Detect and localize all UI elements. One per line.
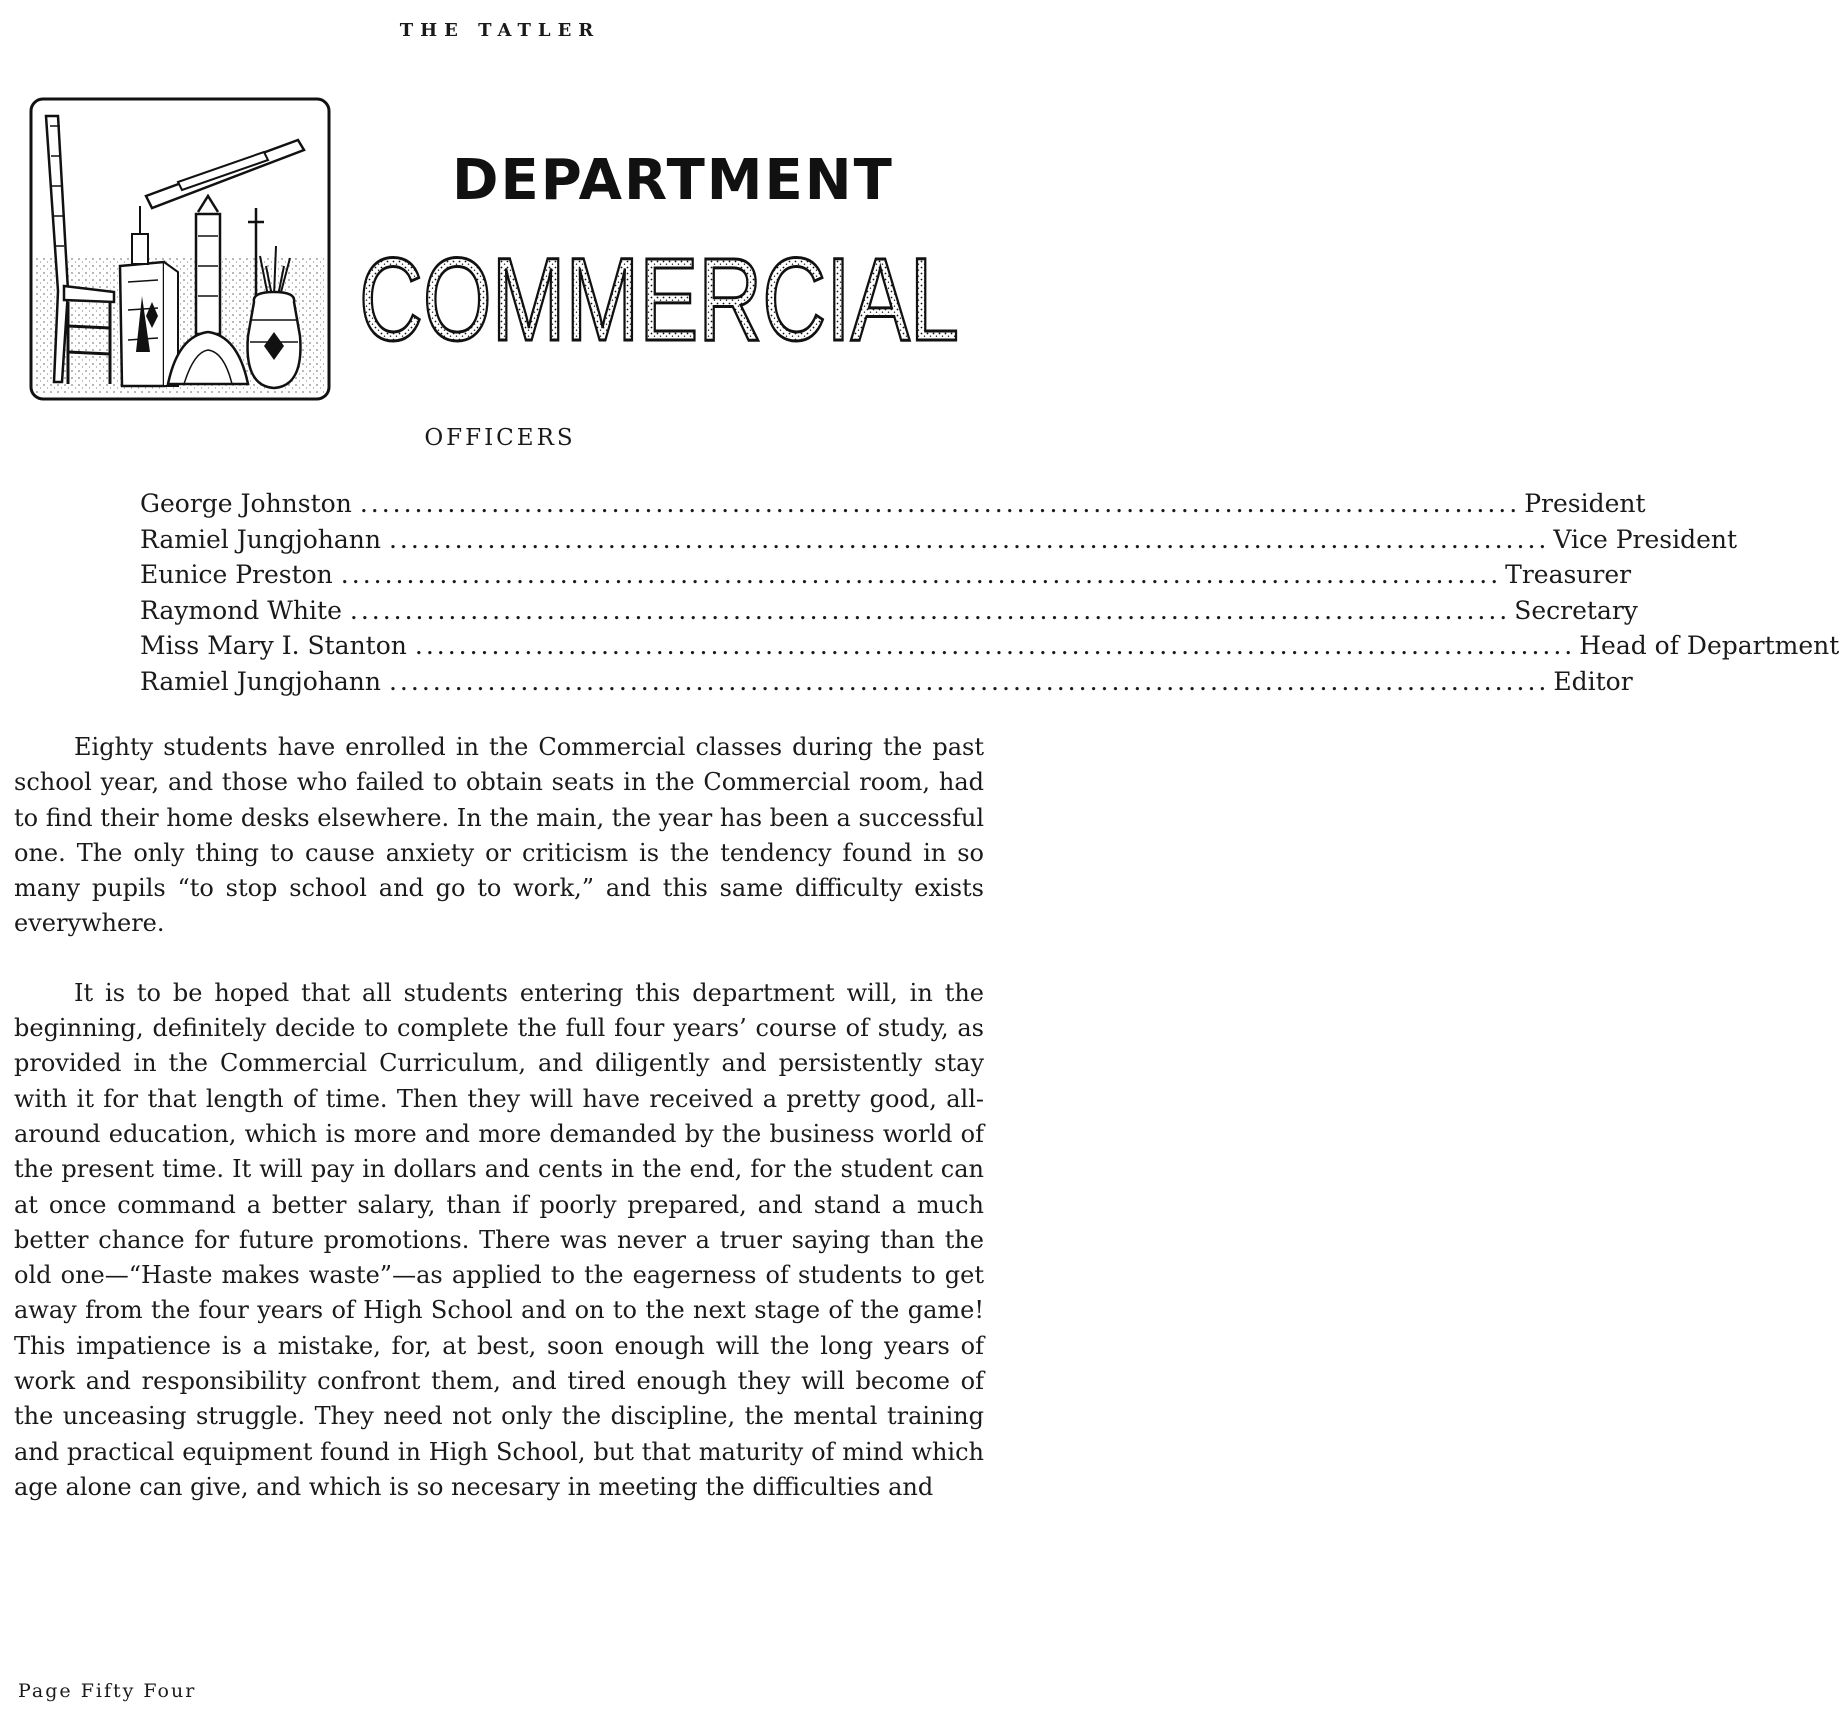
officer-row <box>140 486 1646 522</box>
officer-name: Raymond White <box>140 595 342 625</box>
officer-row <box>140 557 1632 593</box>
dot-leader: .......................................................................................................... <box>388 666 1550 696</box>
department-title: DEPARTMENT <box>452 148 894 213</box>
commercial-title <box>356 234 962 366</box>
officer-role: Secretary <box>1514 595 1638 625</box>
officer-name: George Johnston <box>140 489 352 518</box>
officer-role: Editor <box>1553 666 1633 696</box>
officer-name: Eunice Preston <box>140 560 333 589</box>
running-head: THE TATLER <box>399 20 601 41</box>
dot-leader: .......................................................................................................... <box>414 631 1576 660</box>
officers-list <box>140 486 1839 699</box>
officer-role: Treasurer <box>1505 560 1632 589</box>
officer-name: Ramiel Jungjohann <box>140 524 381 554</box>
dot-leader: .......................................................................................................... <box>359 489 1521 518</box>
officers-heading: OFFICERS <box>424 425 576 451</box>
article-body <box>14 730 984 1505</box>
commercial-desk-illustration-icon <box>28 96 332 402</box>
officer-row <box>140 628 1839 664</box>
paragraph: It is to be hoped that all students entering this department will, in the beginning, definitely decide to complete the full four years’ course of study, as provided in the Commercial Curriculum, and diligently and persistently stay with it for that length of time. Then they will have received a pretty good, all-around education, which is more and more demanded by the business world of the present time. It will pay in dollars and cents in the end, for the student can at once command a better salary, than if poorly prepared, and stand a much better chance for future promotions. There was never a truer saying than the old one—“Haste makes waste”—as applied to the eagerness of students to get away from the four years of High School and on to the next stage of the game! This impatience is a mistake, for, at best, soon enough will the long years of work and responsibility confront them, and tired enough they will become of the unceasing struggle. They need not only the discipline, the mental training and practical equipment found in High School, but that maturity of mind which age alone can give, and which is so necesary in meeting the difficulties and <box>14 978 984 1501</box>
officer-row <box>140 593 1638 629</box>
dot-leader: .......................................................................................................... <box>340 560 1502 589</box>
officer-role: President <box>1524 489 1646 518</box>
officer-row <box>140 664 1633 700</box>
officer-role: Vice President <box>1553 524 1738 554</box>
dot-leader: .......................................................................................................... <box>388 524 1550 554</box>
officer-name: Miss Mary I. Stanton <box>140 631 407 660</box>
officer-name: Ramiel Jungjohann <box>140 666 381 696</box>
officer-row <box>140 522 1738 558</box>
dot-leader: .......................................................................................................... <box>349 595 1511 625</box>
officer-role: Head of Department <box>1579 631 1839 660</box>
paragraph: Eighty students have enrolled in the Commercial classes during the past school year, and those who failed to obtain seats in the Commercial room, had to find their home desks elsewhere. In the main, the year has been a successful one. The only thing to cause anxiety or criticism is the tendency found in so many pupils “to stop school and go to work,” and this same difficulty exists everywhere. <box>14 733 984 938</box>
svg-text:COMMERCIAL: COMMERCIAL <box>359 234 959 366</box>
page-number: Page Fifty Four <box>18 1680 197 1702</box>
